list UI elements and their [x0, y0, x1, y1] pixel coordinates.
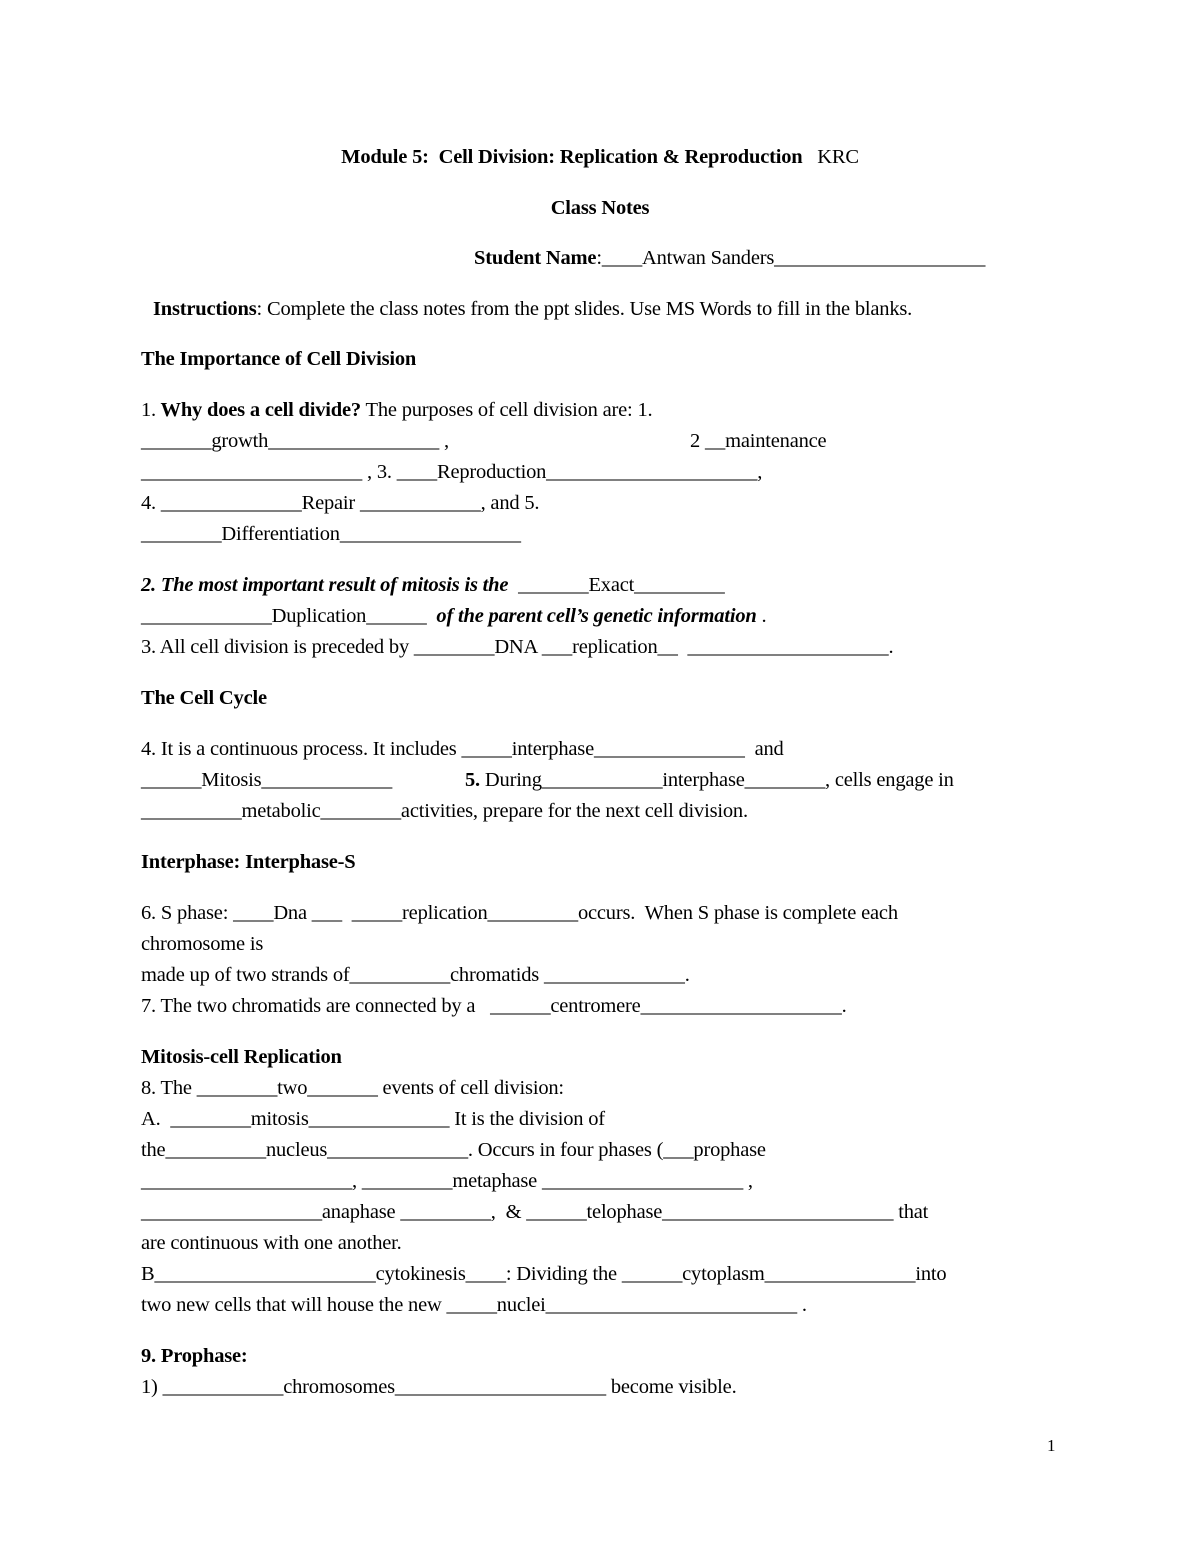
- q5-line2[interactable]: __________metabolic________activities, prepare for the next cell division.: [141, 800, 748, 822]
- q5-text[interactable]: During____________interphase________, cells engage in: [479, 769, 954, 791]
- q6-line3[interactable]: made up of two strands of__________chromatids ______________.: [141, 964, 690, 986]
- q1-line5[interactable]: ________Differentiation__________________: [141, 523, 521, 545]
- q4-line1[interactable]: 4. It is a continuous process. It includes _____interphase_______________ and: [141, 738, 784, 760]
- q1-line1: [141, 398, 652, 422]
- instructions-line: [153, 297, 912, 321]
- q2-fill-exact[interactable]: _______Exact_________: [508, 574, 725, 596]
- section-cell-cycle: The Cell Cycle: [141, 687, 267, 709]
- section-interphase: Interphase: Interphase-S: [141, 851, 356, 873]
- section-mitosis: Mitosis-cell Replication: [141, 1046, 342, 1068]
- q2-text: The most important result of mitosis is the: [155, 574, 509, 596]
- q1-number: 1.: [141, 399, 156, 421]
- page-number: 1: [1047, 1436, 1056, 1455]
- q8-line7[interactable]: B______________________cytokinesis____: Dividing the ______cytoplasm_______________into: [141, 1263, 947, 1285]
- title-line: [0, 145, 1200, 169]
- q4-line2: [141, 768, 392, 792]
- q8-line8[interactable]: two new cells that will house the new _____nuclei_________________________ .: [141, 1294, 807, 1316]
- document-title: Module 5: Cell Division: Replication & Reproduction: [341, 146, 803, 168]
- instructions-label: Instructions: [153, 298, 257, 320]
- q5-line1: [465, 768, 954, 792]
- document-subtitle: Class Notes: [550, 197, 650, 219]
- q2-number: 2.: [141, 574, 156, 596]
- q1-line2a[interactable]: _______growth_________________ ,: [141, 430, 449, 452]
- author-initials: KRC: [817, 146, 859, 168]
- q2-end: .: [756, 605, 767, 627]
- q8-line3[interactable]: the__________nucleus______________. Occurs in four phases (___prophase: [141, 1139, 766, 1161]
- student-name-label: Student Name: [474, 247, 597, 269]
- q1-line4[interactable]: 4. ______________Repair ____________, and 5.: [141, 492, 540, 514]
- q2-fill-duplication[interactable]: _____________Duplication______: [141, 605, 427, 627]
- q8-line1[interactable]: 8. The ________two_______ events of cell division:: [141, 1077, 564, 1099]
- section-prophase: 9. Prophase:: [141, 1345, 248, 1367]
- q8-line4[interactable]: _____________________, _________metaphase ____________________ ,: [141, 1170, 753, 1192]
- q7-line[interactable]: 7. The two chromatids are connected by a ______centromere____________________.: [141, 995, 847, 1017]
- q1-question: Why does a cell divide?: [155, 399, 361, 421]
- q5-number: 5.: [465, 769, 480, 791]
- q1-rest: The purposes of cell division are: 1.: [360, 399, 653, 421]
- q6-line1[interactable]: 6. S phase: ____Dna ___ _____replication_________occurs. When S phase is complete each: [141, 902, 898, 924]
- q2-text2: of the parent cell’s genetic information: [436, 605, 757, 627]
- q2-line1: [141, 573, 725, 597]
- q3-line[interactable]: 3. All cell division is preceded by ________DNA ___replication__ ____________________.: [141, 636, 894, 658]
- student-colon: :: [596, 247, 602, 269]
- q8-line6: are continuous with one another.: [141, 1232, 402, 1254]
- student-name-line: [474, 246, 985, 270]
- section-importance: The Importance of Cell Division: [141, 348, 417, 370]
- q8-line5[interactable]: __________________anaphase _________, & ______telophase_______________________ that: [141, 1201, 929, 1223]
- q1-line2b[interactable]: 2 __maintenance: [690, 430, 827, 452]
- student-name-field[interactable]: ____Antwan Sanders_____________________: [601, 247, 986, 269]
- q2-line2: [141, 604, 766, 628]
- q6-line2: chromosome is: [141, 933, 264, 955]
- q8-line2[interactable]: A. ________mitosis______________ It is the division of: [141, 1108, 605, 1130]
- instructions-text: : Complete the class notes from the ppt slides. Use MS Words to fill in the blanks.: [256, 298, 913, 320]
- q9-line1[interactable]: 1) ____________chromosomes_____________________ become visible.: [141, 1376, 737, 1398]
- q4-fill-mitosis[interactable]: ______Mitosis_____________: [141, 769, 393, 791]
- q1-line3[interactable]: ______________________ , 3. ____Reproduction_____________________,: [141, 461, 763, 483]
